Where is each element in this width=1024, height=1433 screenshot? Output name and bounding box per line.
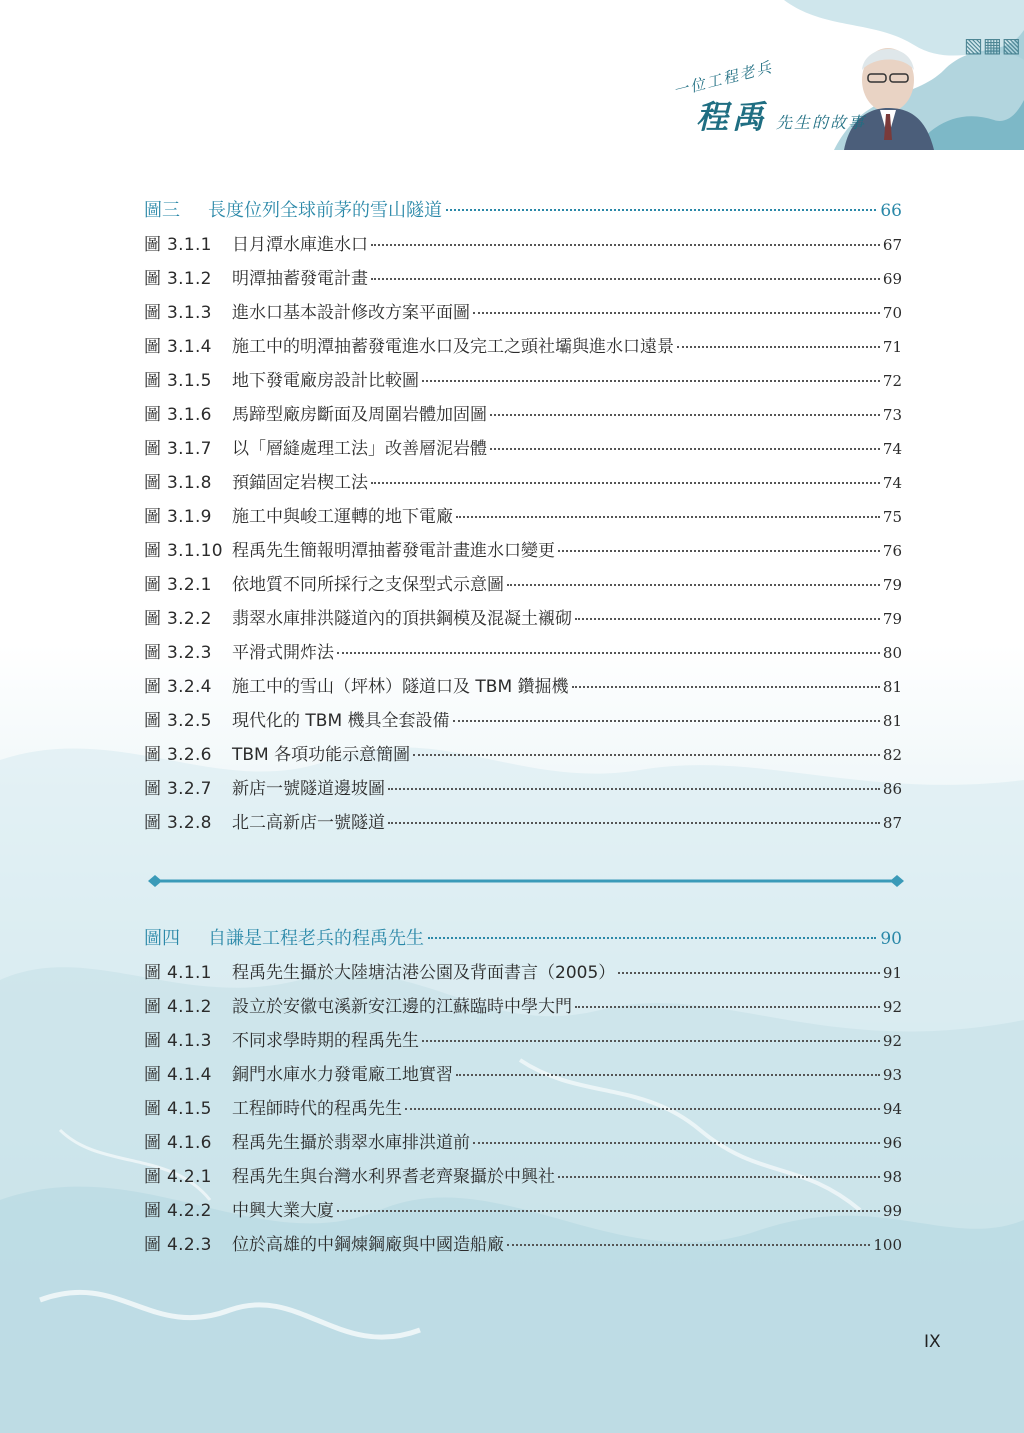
toc-entry[interactable] (144, 992, 902, 1026)
entry-page: 70 (882, 304, 902, 322)
entry-number: 圖 3.1.2 (144, 269, 212, 289)
entry-number: 圖 3.1.3 (144, 303, 212, 323)
entry-title: 程禹先生攝於翡翠水庫排洪道前 (232, 1133, 470, 1153)
dot-leader (473, 312, 880, 314)
dot-leader (473, 1142, 880, 1144)
toc-entry[interactable] (144, 1128, 902, 1162)
entry-number: 圖 3.2.8 (144, 813, 212, 833)
entry-page: 74 (882, 440, 902, 458)
header-name: 程禹 (695, 98, 768, 136)
section-label: 圖三 (144, 200, 180, 221)
dot-leader (490, 414, 880, 416)
toc-entry[interactable] (144, 958, 902, 992)
entry-number: 圖 3.1.4 (144, 337, 212, 357)
toc-entry[interactable] (144, 264, 902, 298)
section-title: 長度位列全球前茅的雪山隧道 (208, 200, 442, 221)
entry-number: 圖 4.1.2 (144, 997, 212, 1017)
entry-number: 圖 4.2.2 (144, 1201, 212, 1221)
entry-page: 82 (882, 746, 902, 764)
toc-entry[interactable] (144, 332, 902, 366)
toc-entry[interactable] (144, 570, 902, 604)
entry-page: 80 (882, 644, 902, 662)
entry-title: 預錨固定岩楔工法 (232, 473, 368, 493)
dot-leader (507, 584, 880, 586)
entry-title: 翡翠水庫排洪隧道內的頂拱鋼模及混凝土襯砌 (232, 609, 572, 629)
entry-page: 72 (882, 372, 902, 390)
section-title-row[interactable] (144, 924, 902, 958)
entry-title: 施工中的明潭抽蓄發電進水口及完工之頭社壩與進水口遠景 (232, 337, 674, 357)
section-title-row[interactable] (144, 196, 902, 230)
entry-page: 79 (882, 576, 902, 594)
entry-title: 北二高新店一號隧道 (232, 813, 385, 833)
entry-title: 新店一號隧道邊坡圖 (232, 779, 385, 799)
entry-number: 圖 3.1.8 (144, 473, 212, 493)
entry-number: 圖 4.2.1 (144, 1167, 212, 1187)
toc-entry[interactable] (144, 468, 902, 502)
toc-entry[interactable] (144, 672, 902, 706)
entry-title: 以「層縫處理工法」改善層泥岩體 (232, 439, 487, 459)
entry-page: 87 (882, 814, 902, 832)
dot-leader (371, 278, 880, 280)
dot-leader (456, 516, 880, 518)
toc-entry[interactable] (144, 604, 902, 638)
entry-number: 圖 3.2.1 (144, 575, 212, 595)
entry-page: 94 (882, 1100, 902, 1118)
dot-leader (371, 244, 880, 246)
entry-number: 圖 3.2.3 (144, 643, 212, 663)
section-page: 66 (880, 201, 902, 221)
toc-entry[interactable] (144, 230, 902, 264)
dot-leader (677, 346, 880, 348)
section-page: 90 (880, 929, 902, 949)
entry-page: 81 (882, 712, 902, 730)
toc-entry[interactable] (144, 1196, 902, 1230)
entry-title: 程禹先生與台灣水利界耆老齊聚攝於中興社 (232, 1167, 555, 1187)
toc-entry[interactable] (144, 1094, 902, 1128)
entry-page: 92 (882, 1032, 902, 1050)
dot-leader (558, 1176, 880, 1178)
header-subtitle: 一位工程老兵 (671, 57, 775, 101)
entry-page: 91 (882, 964, 902, 982)
entry-number: 圖 4.2.3 (144, 1235, 212, 1255)
entry-title: 依地質不同所採行之支保型式示意圖 (232, 575, 504, 595)
toc-entry[interactable] (144, 808, 902, 842)
entry-title: 不同求學時期的程禹先生 (232, 1031, 419, 1051)
dot-leader (337, 652, 880, 654)
toc-entry[interactable] (144, 298, 902, 332)
entry-number: 圖 4.1.3 (144, 1031, 212, 1051)
entry-title: 明潭抽蓄發電計畫 (232, 269, 368, 289)
toc-entry[interactable] (144, 434, 902, 468)
dot-leader (453, 720, 880, 722)
entry-number: 圖 3.2.7 (144, 779, 212, 799)
entry-number: 圖 3.2.4 (144, 677, 212, 697)
entry-page: 74 (882, 474, 902, 492)
section-label: 圖四 (144, 928, 180, 949)
entry-title: TBM 各項功能示意簡圖 (232, 745, 411, 765)
entry-page: 75 (882, 508, 902, 526)
dot-leader (618, 972, 880, 974)
entry-page: 79 (882, 610, 902, 628)
toc-section-3 (144, 196, 902, 842)
entry-page: 71 (882, 338, 902, 356)
entry-page: 81 (882, 678, 902, 696)
entry-title: 中興大業大廈 (232, 1201, 334, 1221)
entry-page: 99 (882, 1202, 902, 1220)
entry-title: 工程師時代的程禹先生 (232, 1099, 402, 1119)
header-story: 先生的故事 (775, 113, 866, 132)
entry-number: 圖 3.2.2 (144, 609, 212, 629)
entry-number: 圖 3.1.6 (144, 405, 212, 425)
entry-number: 圖 3.1.10 (144, 541, 223, 561)
entry-page: 92 (882, 998, 902, 1016)
dot-leader (371, 482, 880, 484)
entry-number: 圖 3.1.5 (144, 371, 212, 391)
toc-entry[interactable] (144, 1026, 902, 1060)
toc-entry[interactable] (144, 740, 902, 774)
dot-leader (388, 822, 880, 824)
dot-leader (490, 448, 880, 450)
entry-title: 馬蹄型廠房斷面及周圍岩體加固圖 (232, 405, 487, 425)
entry-number: 圖 3.2.6 (144, 745, 212, 765)
toc-entry[interactable] (144, 502, 902, 536)
dot-leader (507, 1244, 870, 1246)
entry-title: 程禹先生簡報明潭抽蓄發電計畫進水口變更 (232, 541, 555, 561)
entry-page: 73 (882, 406, 902, 424)
toc-entry[interactable] (144, 400, 902, 434)
dot-leader (572, 686, 880, 688)
dot-leader (575, 1006, 880, 1008)
entry-page: 96 (882, 1134, 902, 1152)
dot-leader (575, 618, 880, 620)
entry-title: 施工中的雪山（坪林）隧道口及 TBM 鑽掘機 (232, 677, 569, 697)
entry-number: 圖 3.1.9 (144, 507, 212, 527)
entry-number: 圖 4.1.1 (144, 963, 212, 983)
page-number: IX (924, 1332, 941, 1352)
dot-leader (456, 1074, 880, 1076)
entry-page: 93 (882, 1066, 902, 1084)
entry-title: 銅門水庫水力發電廠工地實習 (232, 1065, 453, 1085)
entry-title: 日月潭水庫進水口 (232, 235, 368, 255)
entry-number: 圖 3.2.5 (144, 711, 212, 731)
entry-title: 施工中與峻工運轉的地下電廠 (232, 507, 453, 527)
dot-leader (388, 788, 880, 790)
toc-entry[interactable] (144, 366, 902, 400)
entry-title: 程禹先生攝於大陸塘沽港公園及背面書言（2005） (232, 963, 616, 983)
dot-leader (428, 937, 876, 939)
entry-number: 圖 4.1.4 (144, 1065, 212, 1085)
entry-page: 98 (882, 1168, 902, 1186)
entry-number: 圖 3.1.7 (144, 439, 212, 459)
toc-entry[interactable] (144, 1162, 902, 1196)
entry-page: 67 (882, 236, 902, 254)
dot-leader (337, 1210, 880, 1212)
toc-entry[interactable] (144, 536, 902, 570)
dot-leader (446, 209, 876, 211)
entry-number: 圖 3.1.1 (144, 235, 212, 255)
toc-section-4 (144, 924, 902, 1264)
entry-page: 86 (882, 780, 902, 798)
entry-number: 圖 4.1.5 (144, 1099, 212, 1119)
dot-leader (558, 550, 880, 552)
entry-title: 現代化的 TBM 機具全套設備 (232, 711, 450, 731)
entry-page: 76 (882, 542, 902, 560)
section-divider (148, 874, 904, 888)
entry-title: 設立於安徽屯溪新安江邊的江蘇臨時中學大門 (232, 997, 572, 1017)
entry-number: 圖 4.1.6 (144, 1133, 212, 1153)
toc-entry[interactable] (144, 1230, 902, 1264)
dot-leader (405, 1108, 880, 1110)
dot-leader (413, 754, 880, 756)
dot-leader (422, 1040, 880, 1042)
toc-entry[interactable] (144, 706, 902, 740)
entry-title: 地下發電廠房設計比較圖 (232, 371, 419, 391)
entry-title: 進水口基本設計修改方案平面圖 (232, 303, 470, 323)
toc-entry[interactable] (144, 638, 902, 672)
svg-text:▧▦▧: ▧▦▧ (964, 33, 1021, 57)
toc-entry[interactable] (144, 1060, 902, 1094)
section-title: 自謙是工程老兵的程禹先生 (208, 928, 424, 949)
dot-leader (422, 380, 880, 382)
entry-title: 位於高雄的中鋼煉鋼廠與中國造船廠 (232, 1235, 504, 1255)
toc-entry[interactable] (144, 774, 902, 808)
entry-page: 100 (873, 1236, 902, 1254)
entry-title: 平滑式開炸法 (232, 643, 334, 663)
entry-page: 69 (882, 270, 902, 288)
